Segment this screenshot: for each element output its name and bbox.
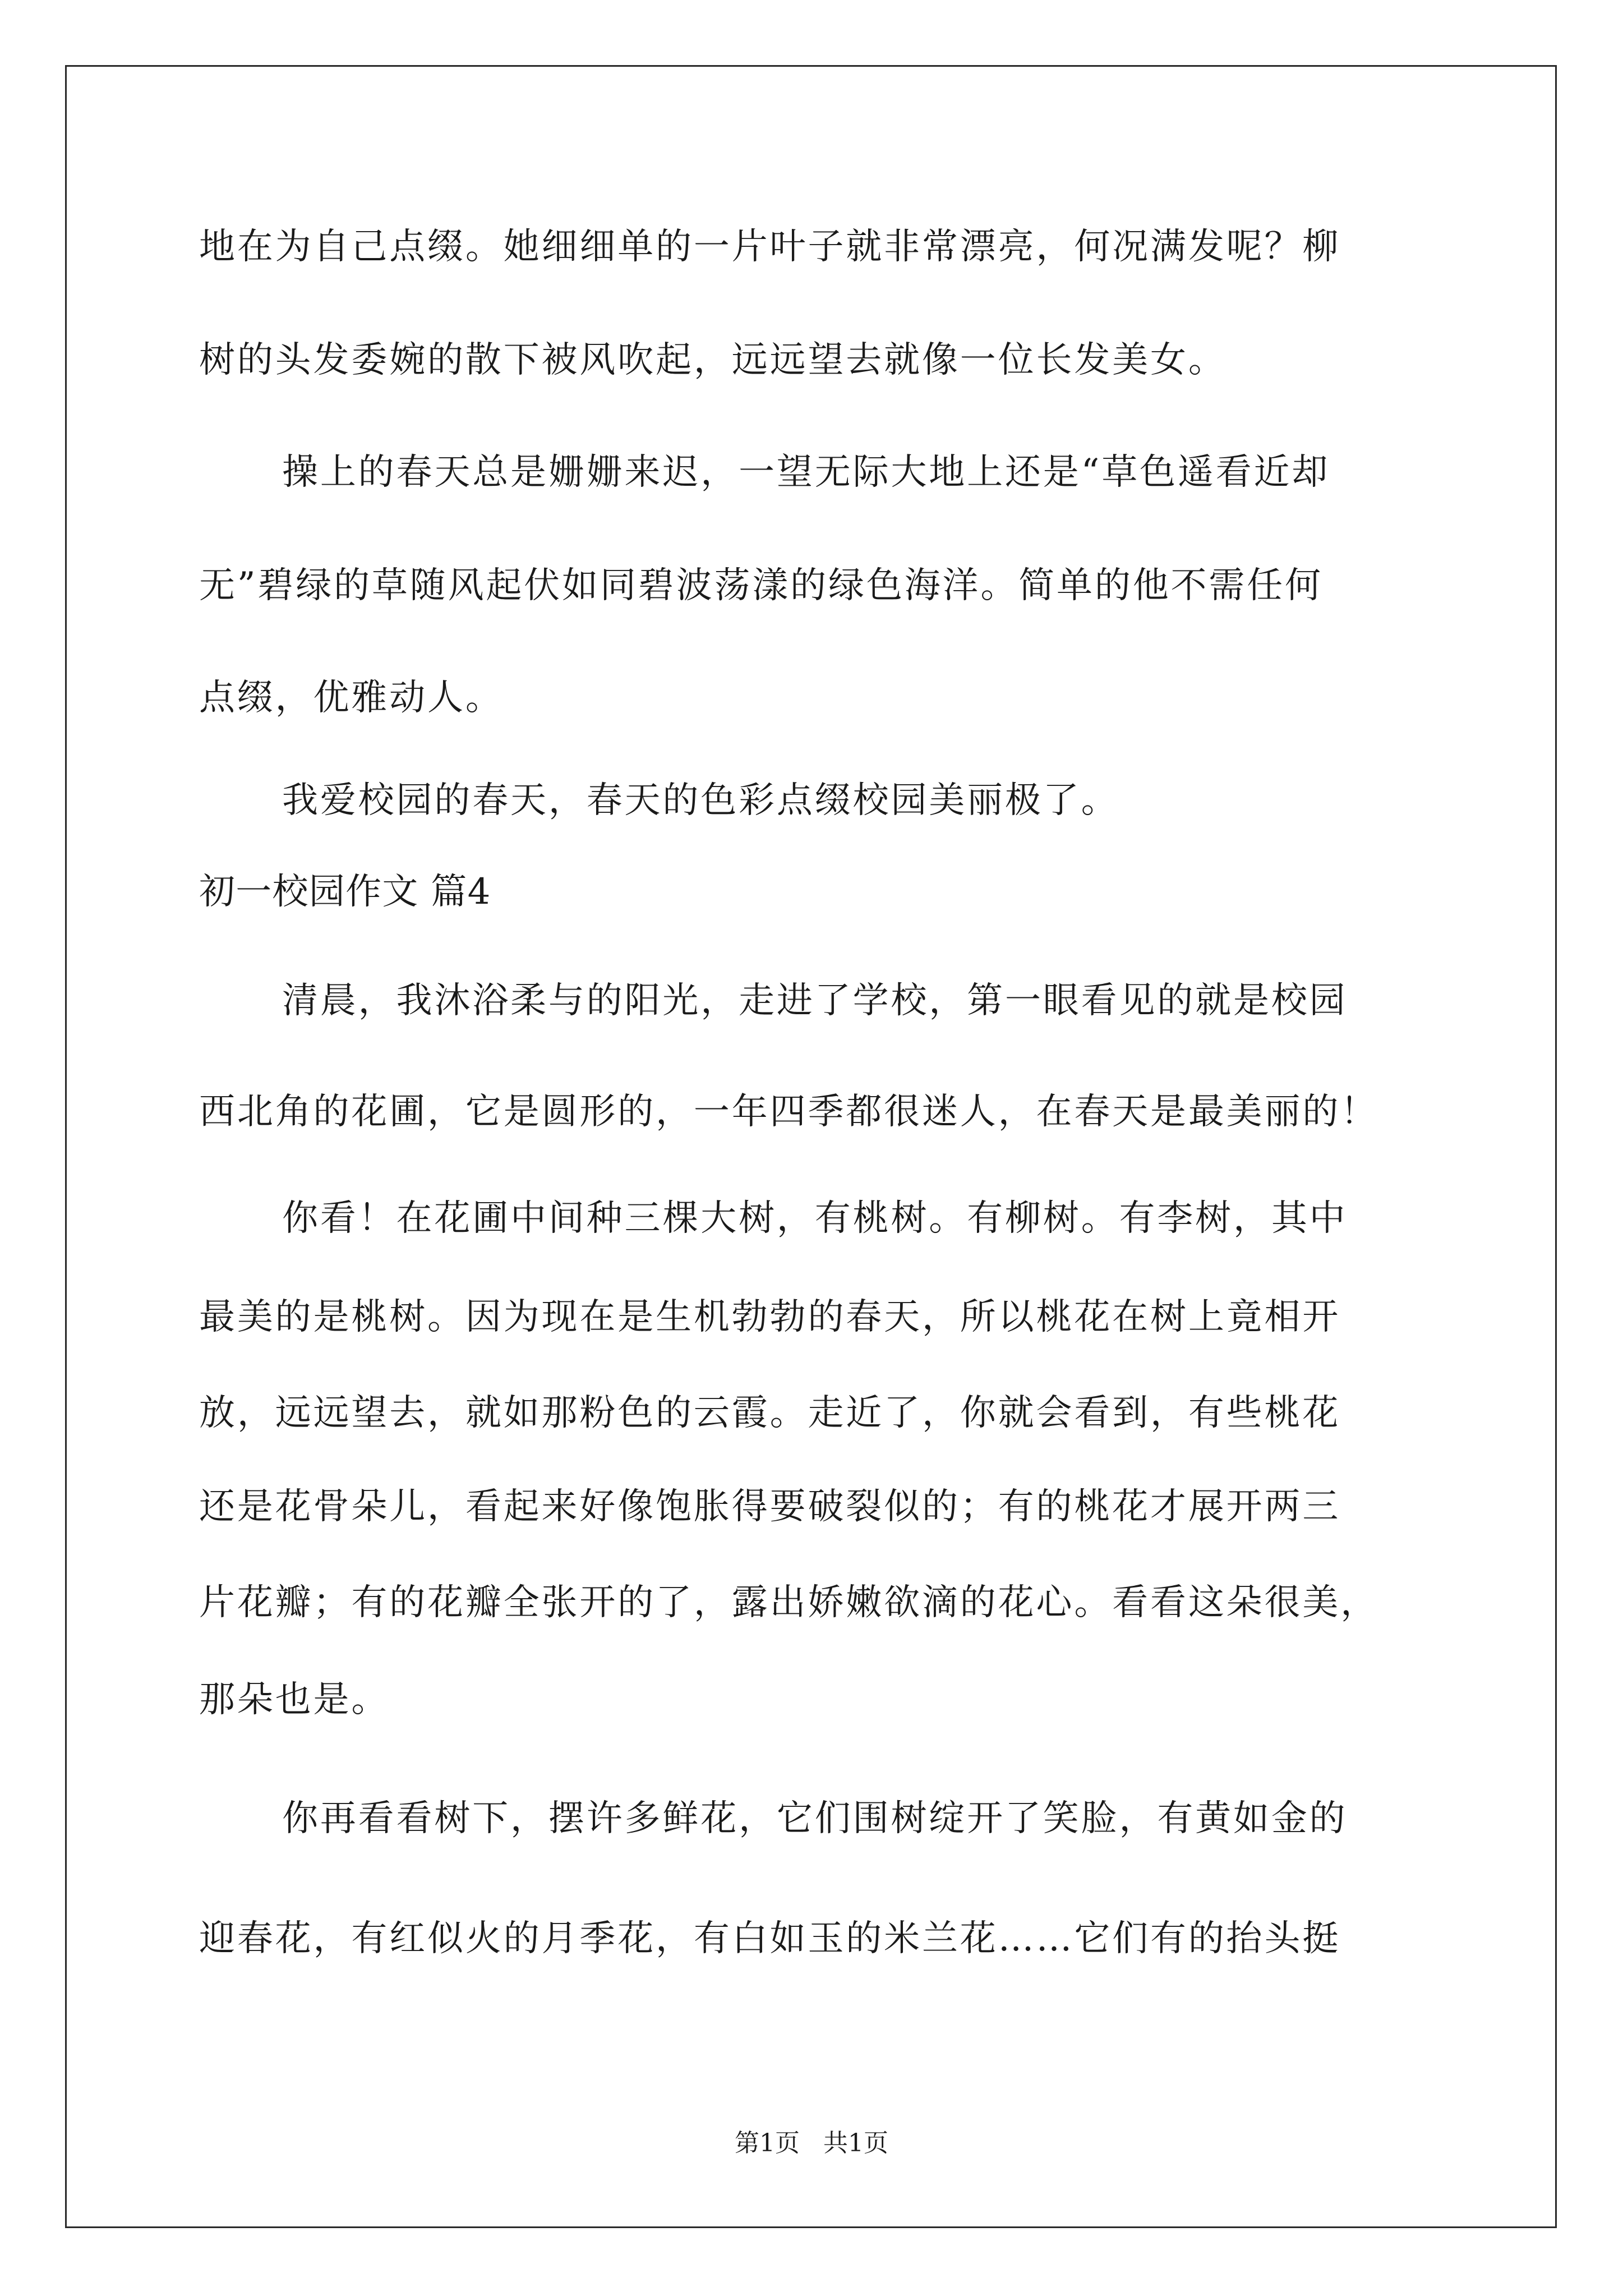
text-line: 操上的春天总是姗姗来迟，一望无际大地上还是“草色遥看近却 [282, 452, 1330, 493]
page-number-footer: 第1页 共1页 [735, 2129, 888, 2157]
text-line: 清晨，我沐浴柔与的阳光，走进了学校，第一眼看见的就是校园 [282, 980, 1348, 1022]
text-line: 你看！在花圃中间种三棵大树，有桃树。有柳树。有李树，其中 [282, 1198, 1348, 1239]
text-line: 最美的是桃树。因为现在是生机勃勃的春天，所以桃花在树上竟相开 [199, 1296, 1341, 1338]
text-line: 那朵也是。 [199, 1679, 390, 1720]
text-line: 还是花骨朵儿，看起来好像饱胀得要破裂似的；有的桃花才展开两三 [199, 1486, 1341, 1527]
text-line: 迎春花，有红似火的月季花，有白如玉的米兰花……它们有的抬头挺 [199, 1918, 1341, 1959]
section-heading: 初一校园作文 篇4 [199, 871, 491, 913]
text-line: 树的头发委婉的散下被风吹起，远远望去就像一位长发美女。 [199, 339, 1227, 381]
text-line: 点缀，优雅动人。 [199, 677, 504, 719]
text-line: 我爱校园的春天，春天的色彩点缀校园美丽极了。 [282, 780, 1119, 821]
text-line: 无”碧绿的草随风起伏如同碧波荡漾的绿色海洋。简单的他不需任何 [199, 565, 1323, 606]
text-line: 你再看看树下，摆许多鲜花，它们围树绽开了笑脸，有黄如金的 [282, 1798, 1348, 1839]
text-line: 放，远远望去，就如那粉色的云霞。走近了，你就会看到，有些桃花 [199, 1392, 1341, 1434]
text-line: 片花瓣；有的花瓣全张开的了，露出娇嫩欲滴的花心。看看这朵很美， [199, 1582, 1379, 1623]
page-border [65, 65, 1557, 2228]
text-line: 地在为自己点缀。她细细单的一片叶子就非常漂亮，何况满发呢？柳 [199, 226, 1341, 268]
text-line: 西北角的花圃，它是圆形的，一年四季都很迷人，在春天是最美丽的！ [199, 1091, 1379, 1133]
